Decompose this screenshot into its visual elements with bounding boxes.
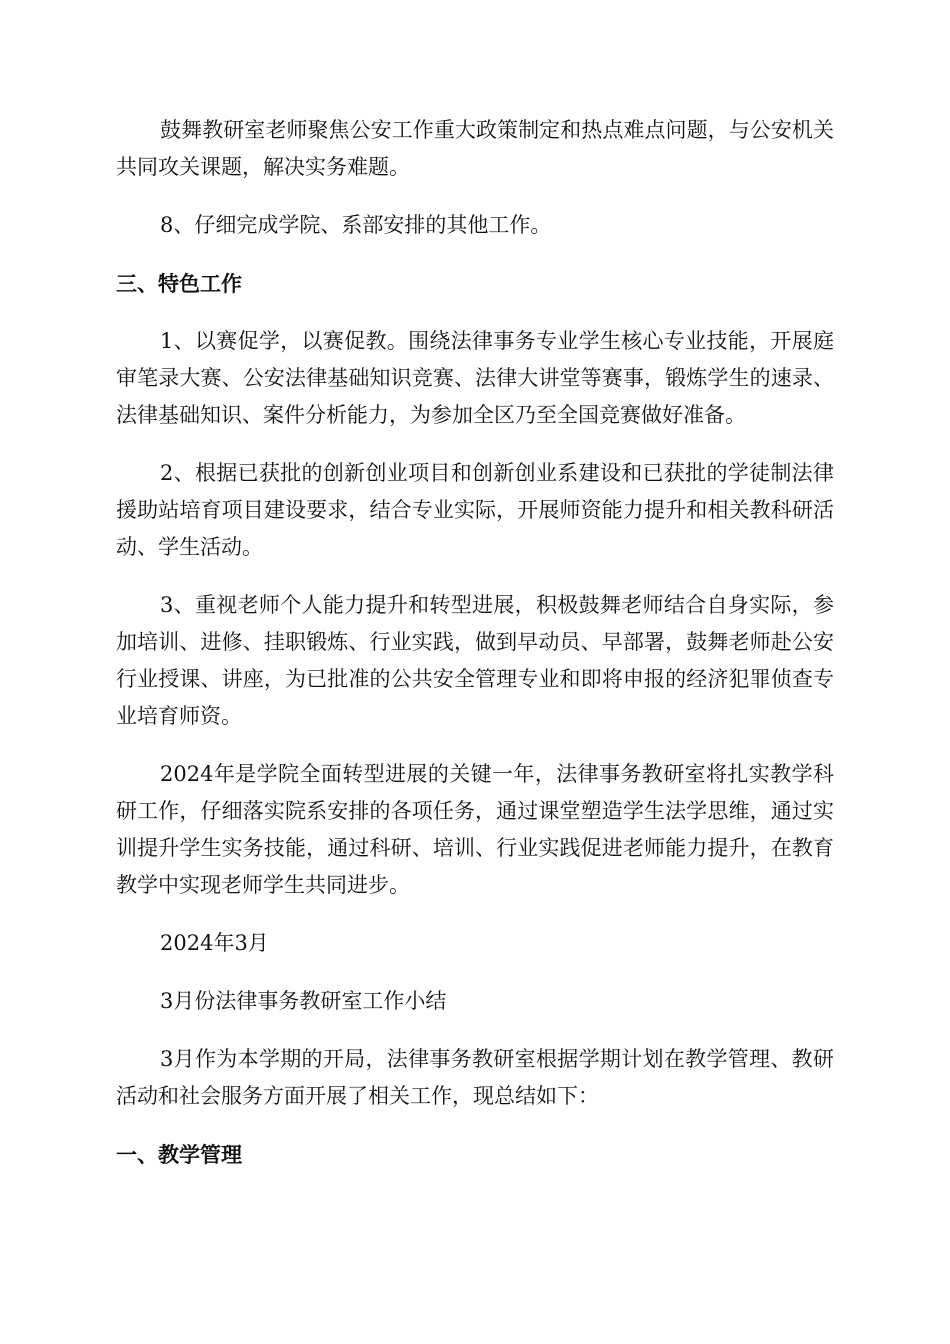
document-page	[116, 112, 834, 1173]
document-subtitle: 3月份法律事务教研室工作小结	[160, 989, 447, 1013]
heading-special-work: 三、特色工作	[116, 271, 242, 296]
paragraph-item-8: 8、仔细完成学院、系部安排的其他工作。	[160, 213, 552, 237]
paragraph-special-1: 1、以赛促学，以赛促教。围绕法律事务专业学生核心专业技能，开展庭审笔录大赛、公安法律基础知识竞赛、法律大讲堂等赛事，锻炼学生的速录、法律基础知识、案件分析能力，为参加全区乃至全国竞赛做好准备。	[116, 329, 834, 427]
heading-teaching-management: 一、教学管理	[116, 1142, 242, 1167]
paragraph-special-3: 3、重视老师个人能力提升和转型进展，积极鼓舞老师结合自身实际，参加培训、进修、挂职锻炼、行业实践，做到早动员、早部署，鼓舞老师赴公安行业授课、讲座，为已批准的公共安全管理专业和即将申报的经济犯罪侦查专业培育师资。	[116, 593, 834, 728]
paragraph-summary-2024: 2024年是学院全面转型进展的关键一年，法律事务教研室将扎实教学科研工作，仔细落实院系安排的各项任务，通过课堂塑造学生法学思维，通过实训提升学生实务技能，通过科研、培训、行业实践促进老师能力提升，在教育教学中实现老师学生共同进步。	[116, 762, 834, 897]
paragraph-research-focus: 鼓舞教研室老师聚焦公安工作重大政策制定和热点难点问题，与公安机关共同攻关课题，解决实务难题。	[116, 118, 834, 179]
paragraph-special-2: 2、根据已获批的创新创业项目和创新创业系建设和已获批的学徒制法律援助站培育项目建设要求，结合专业实际，开展师资能力提升和相关教科研活动、学生活动。	[116, 461, 834, 559]
paragraph-march-intro: 3月作为本学期的开局，法律事务教研室根据学期计划在教学管理、教研活动和社会服务方面开展了相关工作，现总结如下：	[116, 1047, 834, 1108]
date-line: 2024年3月	[160, 931, 269, 955]
